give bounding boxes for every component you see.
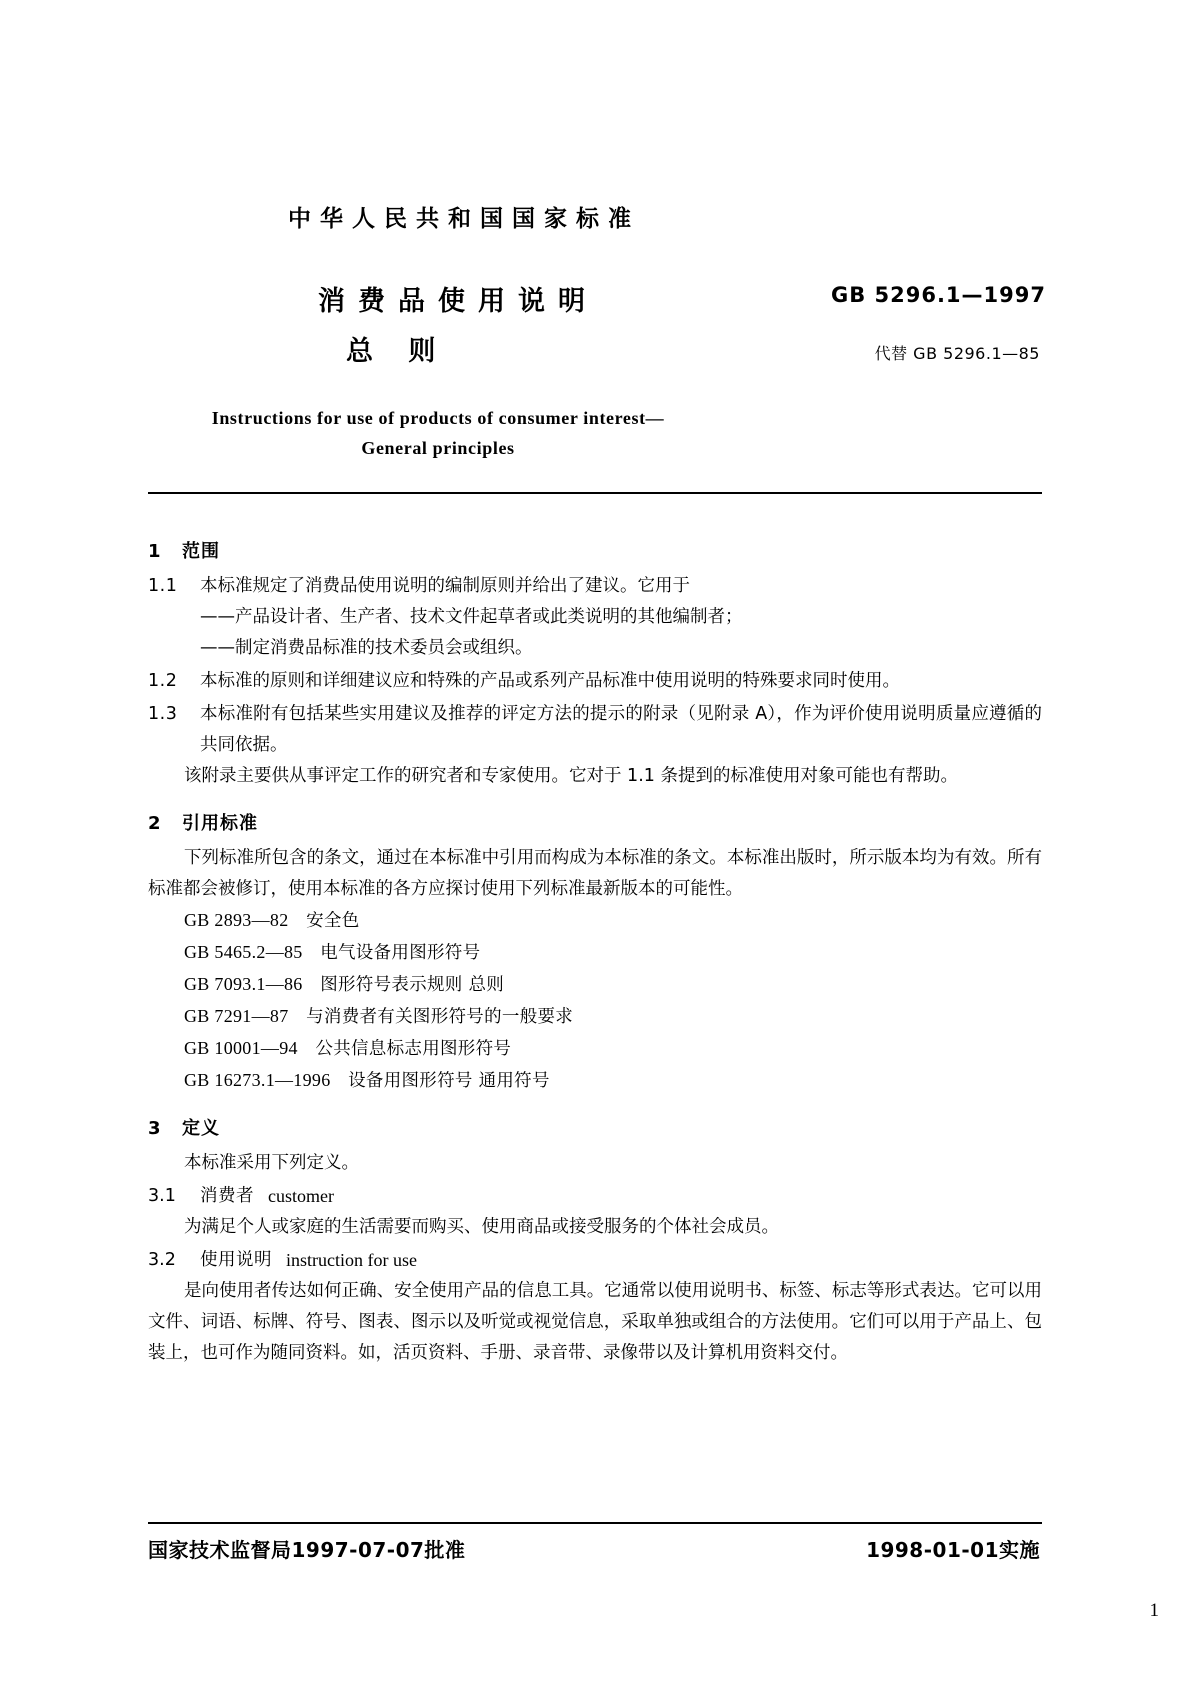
section-2-title: 引用标准 [182, 813, 258, 834]
clause-1-1-number: 1.1 [148, 576, 178, 596]
document-title-cn-line2: 总 则 [346, 336, 449, 367]
clause-3-2-number: 3.2 [148, 1250, 176, 1270]
reference-item [184, 1033, 1042, 1065]
reference-item [184, 937, 1042, 969]
reference-name: 电气设备用图形符号 [320, 943, 481, 963]
reference-name: 设备用图形符号 通用符号 [348, 1071, 550, 1091]
section-2-number: 2 [148, 813, 162, 834]
national-standard-heading: 中华人民共和国国家标准 [288, 206, 640, 232]
footer-implementation: 1998-01-01实施 [866, 1538, 1040, 1562]
clause-3-2-heading [148, 1245, 1042, 1276]
reference-number: GB 2893—82 [184, 910, 289, 930]
clause-1-3-paragraph: 该附录主要供从事评定工作的研究者和专家使用。它对于 1.1 条提到的标准使用对象可能也有帮助。 [184, 766, 958, 786]
clause-3-1-number: 3.1 [148, 1186, 176, 1206]
clause-1-1-dash-1: ——产品设计者、生产者、技术文件起草者或此类说明的其他编制者； [200, 607, 743, 627]
header-divider [148, 492, 1042, 494]
document-body [148, 520, 1042, 1369]
reference-number: GB 10001—94 [184, 1038, 298, 1058]
reference-number: GB 7291—87 [184, 1006, 289, 1026]
clause-3-1-heading [148, 1181, 1042, 1212]
clause-3-1-text: 为满足个人或家庭的生活需要而购买、使用商品或接受服务的个体社会成员。 [184, 1217, 779, 1237]
clause-3-1-term-en: customer [268, 1186, 334, 1206]
section-2-heading [148, 808, 1042, 839]
section-1-heading [148, 536, 1042, 567]
reference-name: 公共信息标志用图形符号 [315, 1039, 512, 1059]
reference-number: GB 7093.1—86 [184, 974, 303, 994]
clause-1-2-number: 1.2 [148, 671, 178, 691]
section-3-title: 定义 [182, 1118, 220, 1139]
footer-approval: 国家技术监督局1997-07-07批准 [148, 1538, 466, 1562]
clause-3-1-term: 消费者 [200, 1186, 254, 1206]
clause-3-2-term: 使用说明 [200, 1250, 272, 1270]
page-number: 1 [1149, 1600, 1159, 1621]
clause-1-2-text: 本标准的原则和详细建议应和特殊的产品或系列产品标准中使用说明的特殊要求同时使用。 [200, 671, 900, 691]
reference-name: 图形符号表示规则 总则 [320, 975, 505, 995]
section-3-intro: 本标准采用下列定义。 [184, 1153, 359, 1173]
clause-3-2-term-en: instruction for use [286, 1250, 417, 1270]
section-1-number: 1 [148, 541, 162, 562]
title-row [148, 279, 1048, 389]
clause-1-1-dash-2: ——制定消费品标准的技术委员会或组织。 [200, 638, 533, 658]
clause-1-1-text: 本标准规定了消费品使用说明的编制原则并给出了建议。它用于 [200, 576, 690, 596]
section-3-number: 3 [148, 1118, 162, 1139]
reference-number: GB 5465.2—85 [184, 942, 303, 962]
reference-name: 与消费者有关图形符号的一般要求 [306, 1007, 574, 1027]
standard-replaces: 代替 GB 5296.1—85 [874, 344, 1040, 363]
reference-number: GB 16273.1—1996 [184, 1070, 331, 1090]
reference-item [184, 1065, 1042, 1097]
document-title-en-line2: General principles [361, 438, 515, 458]
clause-1-3-text: 本标准附有包括某些实用建议及推荐的评定方法的提示的附录（见附录 A），作为评价使用说明质量应遵循的共同依据。 [200, 704, 1042, 755]
clause-1-2 [148, 666, 1042, 697]
standard-number: GB 5296.1—1997 [830, 283, 1046, 307]
document-header [148, 200, 1048, 463]
section-2-intro: 下列标准所包含的条文，通过在本标准中引用而构成为本标准的条文。本标准出版时，所示版本均为有效。所有标准都会被修订，使用本标准的各方应探讨使用下列标准最新版本的可能性。 [148, 848, 1042, 899]
clause-3-2-text: 是向使用者传达如何正确、安全使用产品的信息工具。它通常以使用说明书、标签、标志等形式表达。它可以用文件、词语、标牌、符号、图表、图示以及听觉或视觉信息，采取单独或组合的方法使用。它们可以用于产品上、包装上，也可作为随同资料。如，活页资料、手册、录音带、录像带以及计算机用资料交付。 [148, 1281, 1042, 1363]
clause-1-3-number: 1.3 [148, 704, 178, 724]
section-3-heading [148, 1113, 1042, 1144]
document-title-cn-line1: 消费品使用说明 [318, 286, 598, 317]
clause-1-3 [148, 699, 1042, 761]
reference-item [184, 969, 1042, 1001]
document-title-en-line1: Instructions for use of products of consumer interest— [211, 408, 665, 428]
document-title-en [148, 403, 1048, 463]
reference-name: 安全色 [306, 911, 360, 931]
section-1-title: 范围 [182, 541, 220, 562]
clause-1-1 [148, 571, 1042, 602]
reference-item [184, 1001, 1042, 1033]
reference-item [184, 905, 1042, 937]
footer-divider [148, 1522, 1042, 1524]
